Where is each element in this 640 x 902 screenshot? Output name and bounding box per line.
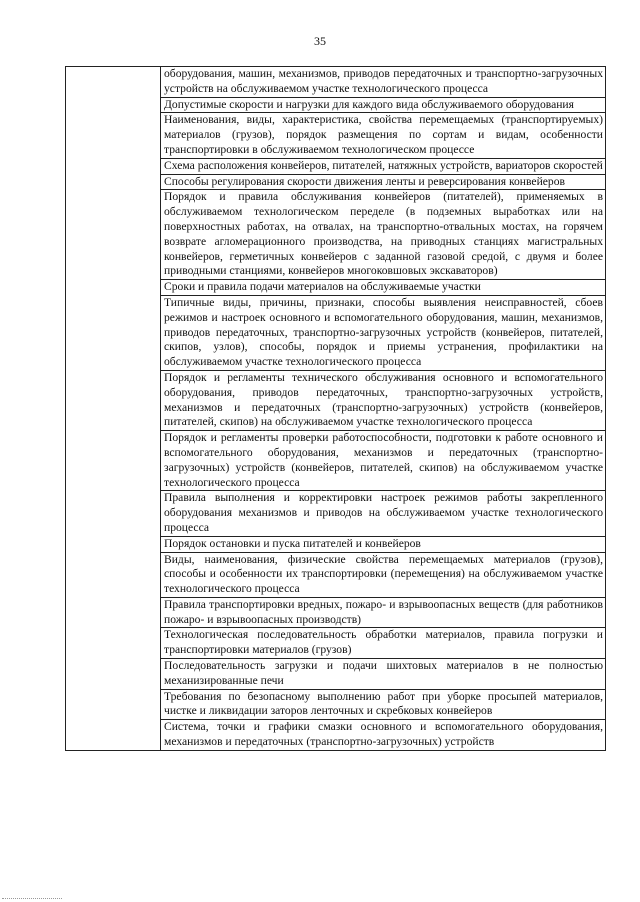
cell-text: Наименования, виды, характеристика, свойства перемещаемых (транспортируемых) материалов (грузов), порядок размещения по сортам и видам, особенности транспортировки в обслуживаемом технологическом процессе (164, 113, 603, 156)
cell-text: Правила транспортировки вредных, пожаро- и взрывоопасных веществ (для работников пожаро- и взрывоопасных производств) (164, 597, 603, 626)
table-cell (161, 689, 606, 720)
page-number: 35 (314, 34, 326, 48)
table-cell (161, 720, 606, 751)
cell-text: Правила выполнения и корректировки настроек режимов работы закрепленного оборудования механизмов и приводов на обслуживаемом участке технологического процесса (164, 491, 603, 534)
cell-text: Последовательность загрузки и подачи шихтовых материалов в не полностью механизированные печи (164, 659, 603, 687)
cell-text: Технологическая последовательность обработки материалов, правила погрузки и транспортировки материалов (грузов) (164, 628, 603, 657)
table-cell (161, 370, 606, 430)
cell-text: Порядок остановки и пуска питателей и конвейеров (164, 536, 421, 550)
table-row (66, 67, 606, 98)
table-cell (161, 659, 606, 690)
cell-text: Допустимые скорости и нагрузки для каждого вида обслуживаемого оборудования (164, 97, 574, 111)
cell-text: Способы регулирования скорости движения ленты и реверсирования конвейеров (164, 174, 565, 188)
table-cell (161, 536, 606, 552)
table-cell (161, 597, 606, 628)
cell-text: Виды, наименования, физические свойства перемещаемых материалов (грузов), способы и особенности их транспортировки (перемещения) на обслуживаемом участке технологического процесса (164, 552, 603, 596)
table-cell (161, 158, 606, 174)
table-cell (161, 431, 606, 491)
table-cell (161, 280, 606, 296)
cell-text: Требования по безопасному выполнению работ при уборке просыпей материалов, чистке и ликвидации заторов ленточных и скребковых конвейеров (164, 689, 603, 718)
table-cell (161, 67, 606, 98)
cell-text: оборудования, машин, механизмов, приводов передаточных и транспортно-загрузочных устройств на обслуживаемом участке технологического процесса (164, 67, 603, 95)
table-cell (161, 113, 606, 158)
knowledge-table (65, 66, 606, 751)
table-cell (161, 491, 606, 536)
scan-margin-mark (2, 898, 62, 900)
cell-text: Порядок и регламенты технического обслуживания основного и вспомогательного оборудования, приводов передаточных, транспортно-загрузочных устройств, механизмов и передаточных (транспортно-загрузочных) устройств (конвейеров, питателей, скипов) на обслуживаемом участке технологического процесса (164, 370, 603, 429)
cell-text: Сроки и правила подачи материалов на обслуживаемые участки (164, 280, 481, 294)
cell-text: Порядок и регламенты проверки работоспособности, подготовки к работе основного и вспомогательного оборудования, механизмов и передаточных (транспортно-загрузочных) устройств (конвейеров, питателей, скипов) на обслуживаемом участке технологического процесса (164, 431, 603, 489)
table-cell (161, 628, 606, 659)
table-cell (161, 97, 606, 113)
table-cell (161, 552, 606, 597)
table-cell (161, 295, 606, 370)
cell-text: Схема расположения конвейеров, питателей, натяжных устройств, вариаторов скоростей (164, 158, 603, 172)
cell-text: Типичные виды, причины, признаки, способы выявления неисправностей, сбоев режимов и настроек основного и вспомогательного оборудования, машин, механизмов, приводов передаточных, транспортно-загрузочных устройств (конвейеров, питателей, скипов, узлов), способы, порядок и приемы устранения, профилактики на обслуживаемом участке технологического процесса (164, 295, 603, 369)
table-cell (161, 190, 606, 280)
cell-text: Порядок и правила обслуживания конвейеров (питателей), применяемых в обслуживаемом технологическом переделе (в подземных выработках или на поверхностных работах, на отвалах, на транспортно-отвальных мостах, на горячем возврате агломерационного производства, на приводных станциях магистральных конвейеров, герметичных конвейеров с заданной газовой средой, с двумя и более приводными станциями, конвейеров многоковшовых экскаваторов) (164, 190, 603, 278)
table-cell (161, 174, 606, 190)
cell-text: Система, точки и графики смазки основного и вспомогательного оборудования, механизмов и передаточных (транспортно-загрузочных) устройств (164, 720, 603, 749)
section-label-cell (66, 67, 161, 751)
